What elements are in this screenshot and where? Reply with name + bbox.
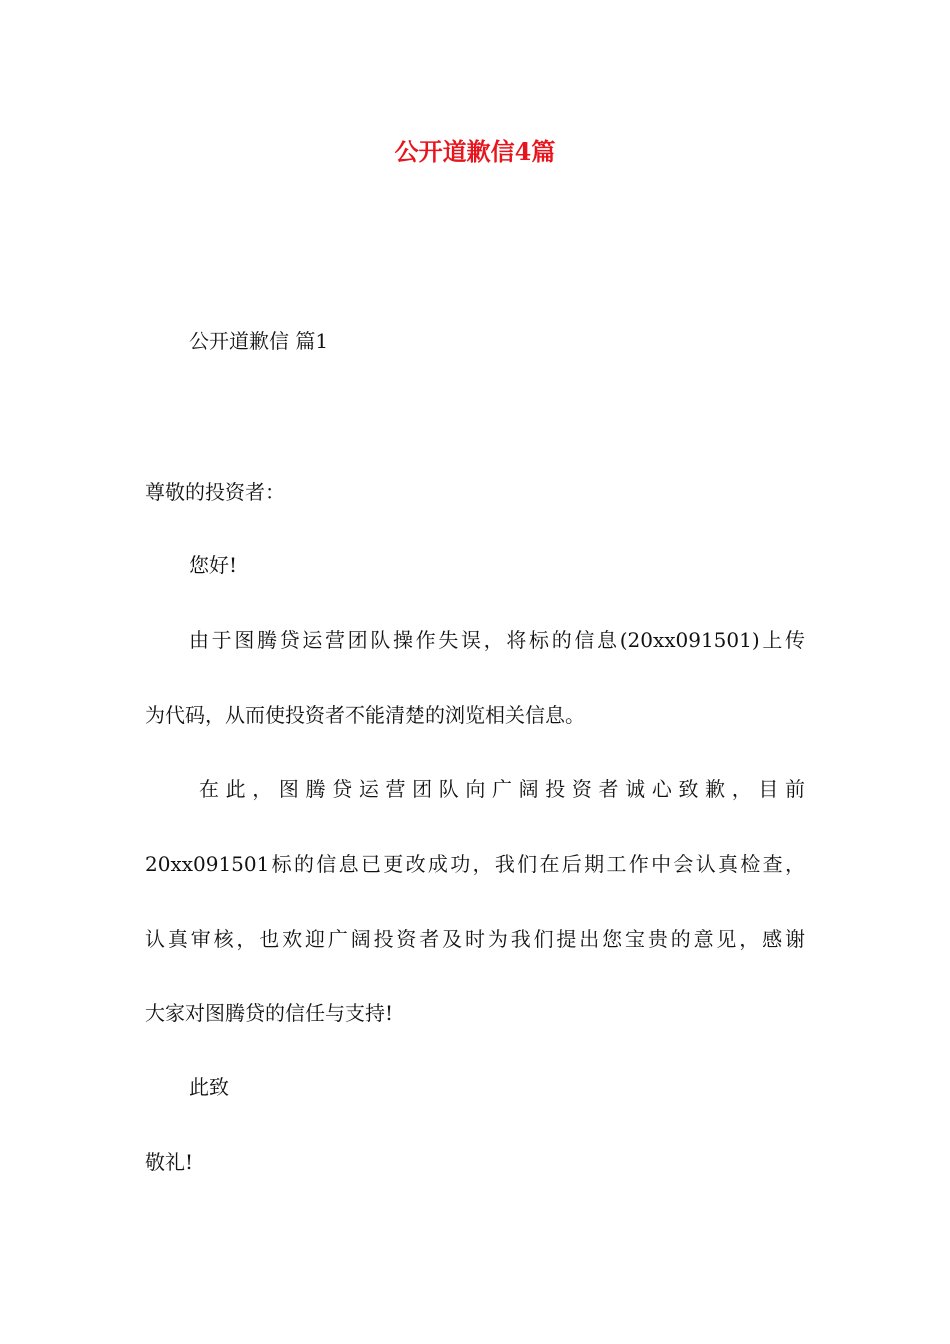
section-heading: 公开道歉信 篇1 — [189, 329, 329, 353]
paragraph2-line4: 大家对图腾贷的信任与支持! — [145, 1001, 394, 1025]
paragraph2-line3: 认真审核，也欢迎广阔投资者及时为我们提出您宝贵的意见，感谢 — [145, 927, 805, 951]
paragraph2-line1: 在此，图腾贷运营团队向广阔投资者诚心致歉，目前 — [199, 777, 805, 801]
paragraph1-line2: 为代码，从而使投资者不能清楚的浏览相关信息。 — [145, 703, 585, 727]
paragraph2-line2: 20xx091501标的信息已更改成功，我们在后期工作中会认真检查， — [145, 852, 805, 876]
document-title: 公开道歉信4篇 — [394, 137, 556, 166]
greeting: 您好! — [189, 553, 238, 577]
paragraph1-line1: 由于图腾贷运营团队操作失误，将标的信息(20xx091501)上传 — [189, 628, 805, 652]
closing-line2: 敬礼! — [145, 1150, 194, 1174]
closing-line1: 此致 — [189, 1075, 229, 1099]
salutation: 尊敬的投资者： — [145, 480, 285, 504]
